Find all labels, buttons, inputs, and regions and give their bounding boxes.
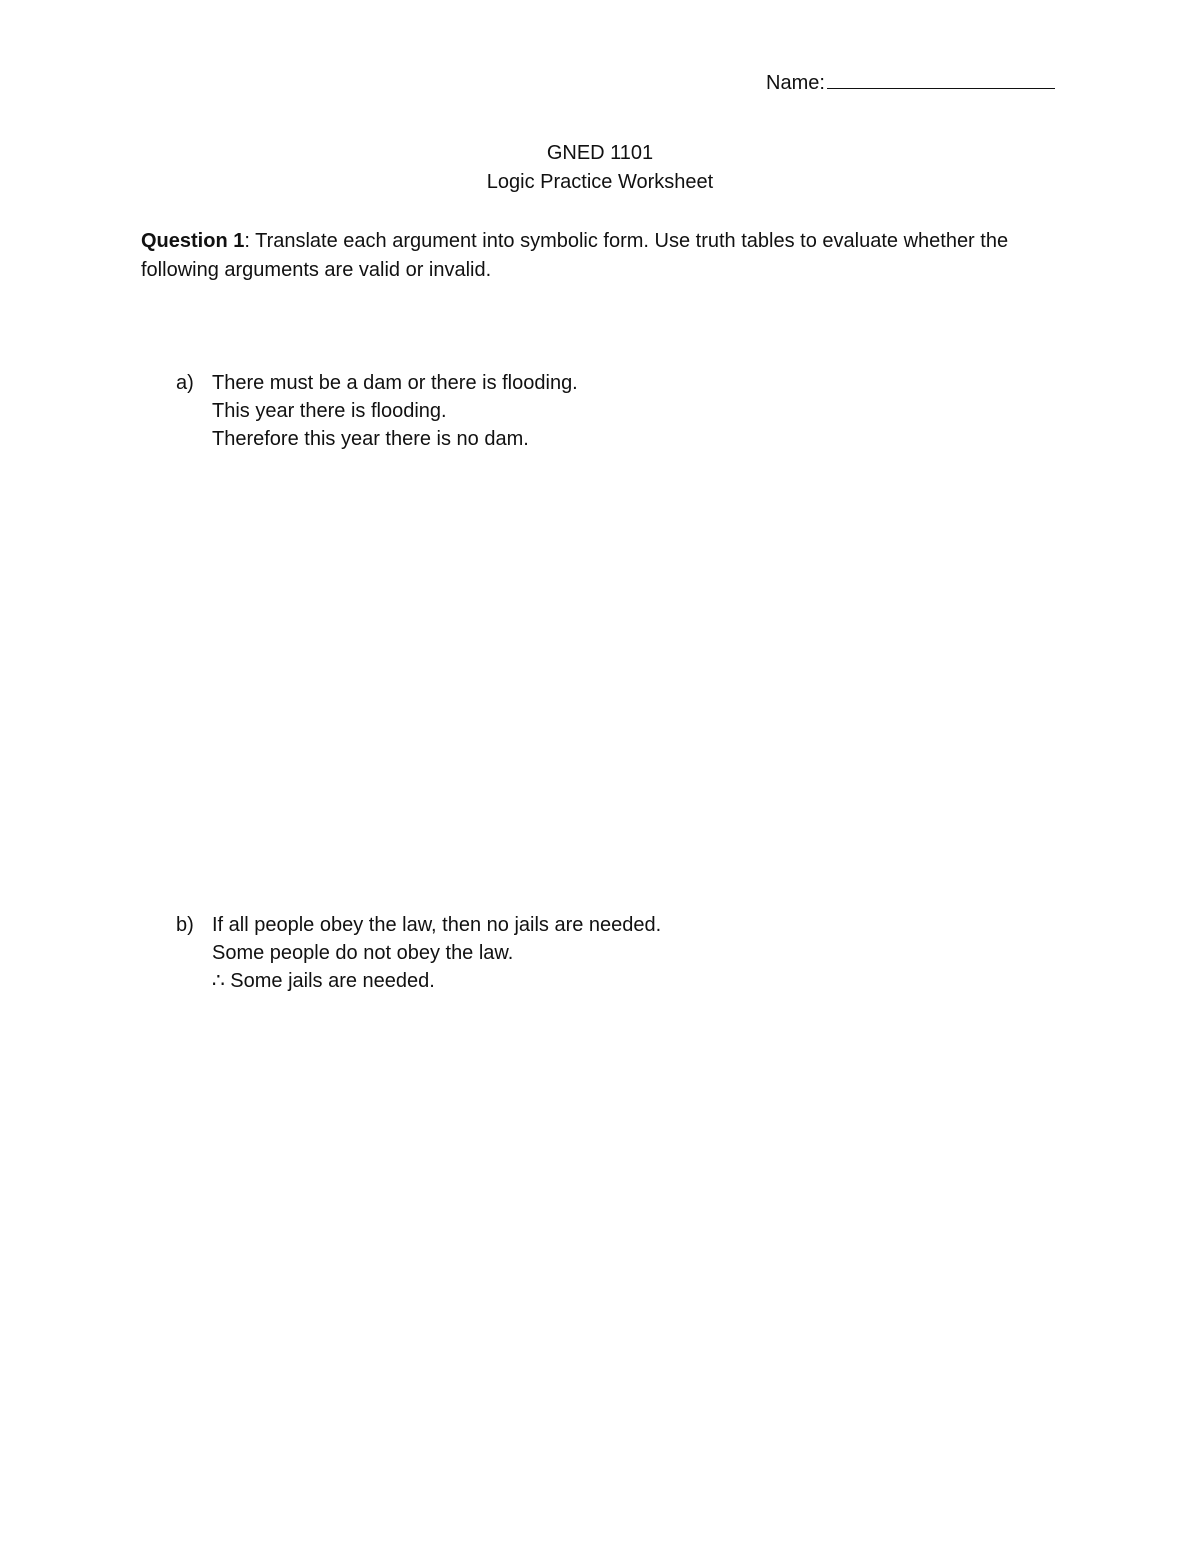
argument-a <box>176 369 578 453</box>
conclusion: Therefore this year there is no dam. <box>212 428 529 450</box>
name-label: Name: <box>766 72 825 94</box>
argument-b <box>176 911 661 995</box>
name-blank-line[interactable] <box>827 70 1055 89</box>
premise-1: If all people obey the law, then no jails are needed. <box>212 914 662 936</box>
argument-marker: a) <box>176 372 194 394</box>
argument-marker: b) <box>176 914 194 936</box>
worksheet-title: Logic Practice Worksheet <box>486 171 714 193</box>
premise-1: There must be a dam or there is flooding. <box>212 372 578 394</box>
question-text: : Translate each argument into symbolic form. Use truth tables to evaluate whether the following arguments are valid or invalid. <box>141 230 1009 281</box>
question-label: Question 1 <box>141 230 245 252</box>
conclusion: ∴ Some jails are needed. <box>212 970 435 992</box>
question-1 <box>141 227 1061 285</box>
name-field <box>766 70 1055 95</box>
premise-2: Some people do not obey the law. <box>212 942 514 964</box>
premise-2: This year there is flooding. <box>212 400 447 422</box>
course-title: GNED 1101 <box>546 142 654 164</box>
